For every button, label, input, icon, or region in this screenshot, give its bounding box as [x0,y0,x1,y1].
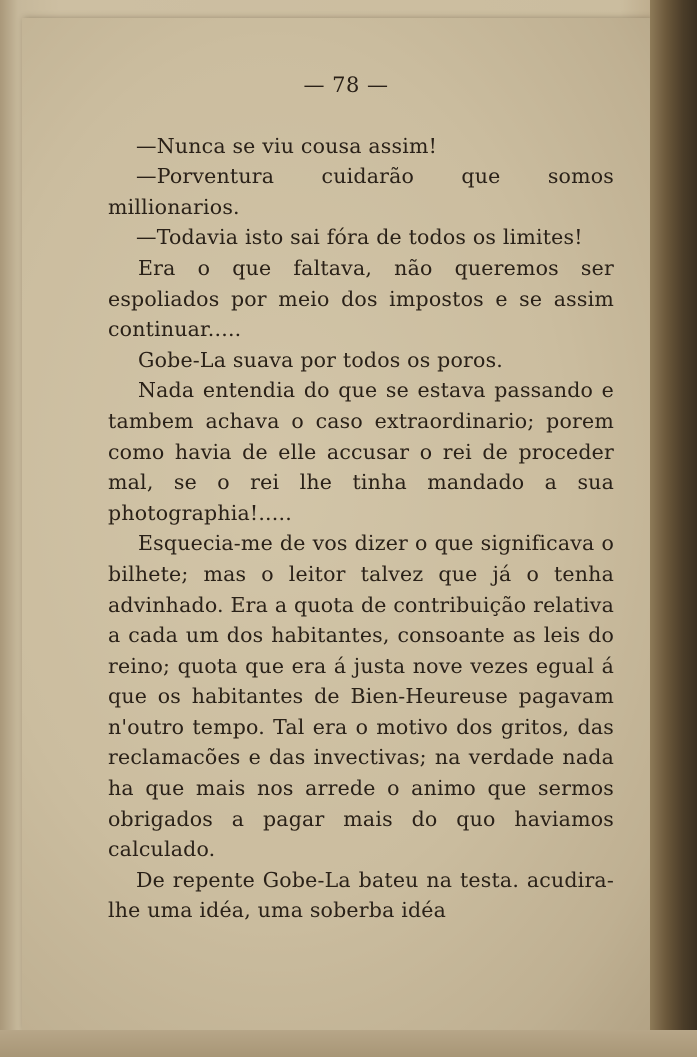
paragraph-7: Esquecia-me de vos dizer o que significava o bilhete; mas o leitor talvez que já o tenha advinhado. Era a quota de contribuição relativa a cada um dos habitantes, consoante as leis do reino; quota que era á justa nove vezes egual á que os habitantes de Bien-Heureuse pagavam n'outro tempo. Tal era o motivo dos gritos, das reclamacões e das invectivas; na verdade nada ha que mais nos arrede o animo que sermos obrigados a pagar mais do quo haviamos calculado. [108,531,614,862]
paragraph-6: Nada entendia do que se estava passando e tambem achava o caso extraordinario; porem como havia de elle accusar o rei de proceder mal, se o rei lhe tinha mandado a sua photographia!..... [108,378,614,525]
paragraph-1: —Nunca se viu cousa assim! [136,133,438,158]
book-spine-edge [650,0,697,1057]
paragraph-5: Gobe-La suava por todos os poros. [138,347,503,372]
paragraph-3: —Todavia isto sai fóra de todos os limites! [136,225,583,250]
page-bottom-edge [0,1030,697,1057]
paragraph-4: Era o que faltava, não queremos ser espoliados por meio dos impostos e se assim continuar..... [108,255,614,342]
paragraph-8: De repente Gobe-La bateu na testa. acudira-lhe uma idéa, uma soberba idéa [108,867,614,923]
page-number: — 78 — [303,73,389,97]
paragraph-2: —Porventura cuidarão que somos millionarios. [108,164,614,219]
page-text [108,70,614,926]
